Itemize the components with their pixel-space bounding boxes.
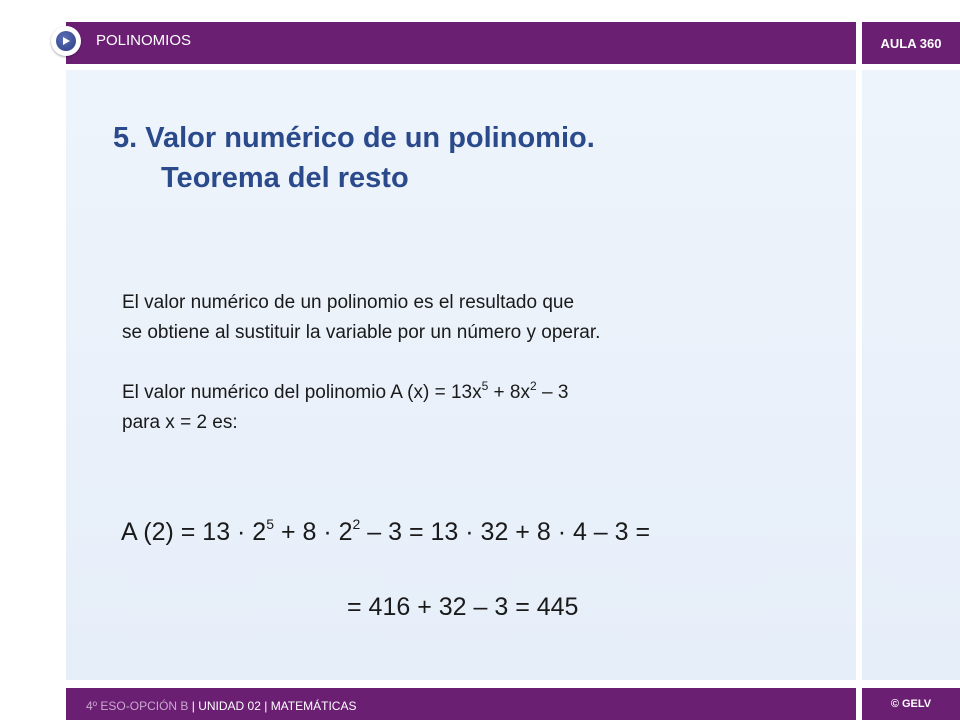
formula-line-2: = 416 + 32 – 3 = 445 <box>347 593 579 621</box>
p2-text-b: + 8x <box>488 382 531 403</box>
paragraph-1-line-2: se obtiene al sustituir la variable por un número y operar. <box>122 322 601 343</box>
footer-subject: MATEMÁTICAS <box>270 699 357 713</box>
footer-course: 4º ESO-OPCIÓN B <box>86 699 189 713</box>
footer-unit: UNIDAD 02 <box>198 699 261 713</box>
p2-text-c: – 3 <box>536 382 569 403</box>
f1-exponent-2: 2 <box>352 516 361 532</box>
heading-line-2: Teorema del resto <box>161 162 409 194</box>
footer-separator-2: | <box>260 699 271 713</box>
p2-text-a: El valor numérico del polinomio A (x) = 13x <box>122 382 482 403</box>
f1-text-c: – 3 = 13 · 32 + 8 · 4 – 3 = <box>360 518 651 546</box>
formula-line-1 <box>121 518 650 547</box>
paragraph-2-line-2: para x = 2 es: <box>122 412 238 433</box>
footer-separator-1: | <box>188 699 199 713</box>
f1-exponent-1: 5 <box>266 516 275 532</box>
p2-exponent-2: 2 <box>530 379 537 393</box>
brand-label: AULA 360 <box>862 22 960 64</box>
footer-breadcrumb <box>86 699 356 713</box>
play-icon <box>56 31 76 51</box>
header-title: POLINOMIOS <box>96 32 192 49</box>
p2-exponent-1: 5 <box>481 379 489 393</box>
body-text <box>122 288 822 438</box>
footer-copyright: © GELV <box>862 688 960 720</box>
paragraph-2-line-1 <box>122 378 822 408</box>
paragraph-1-line-1: El valor numérico de un polinomio es el resultado que <box>122 292 575 313</box>
f1-text-a: A (2) = 13 · 2 <box>121 518 267 546</box>
slide-heading <box>113 118 595 198</box>
side-panel <box>862 70 960 680</box>
play-button[interactable] <box>51 26 81 56</box>
f1-text-b: + 8 · 2 <box>274 518 353 546</box>
heading-line-1: 5. Valor numérico de un polinomio. <box>113 122 595 154</box>
